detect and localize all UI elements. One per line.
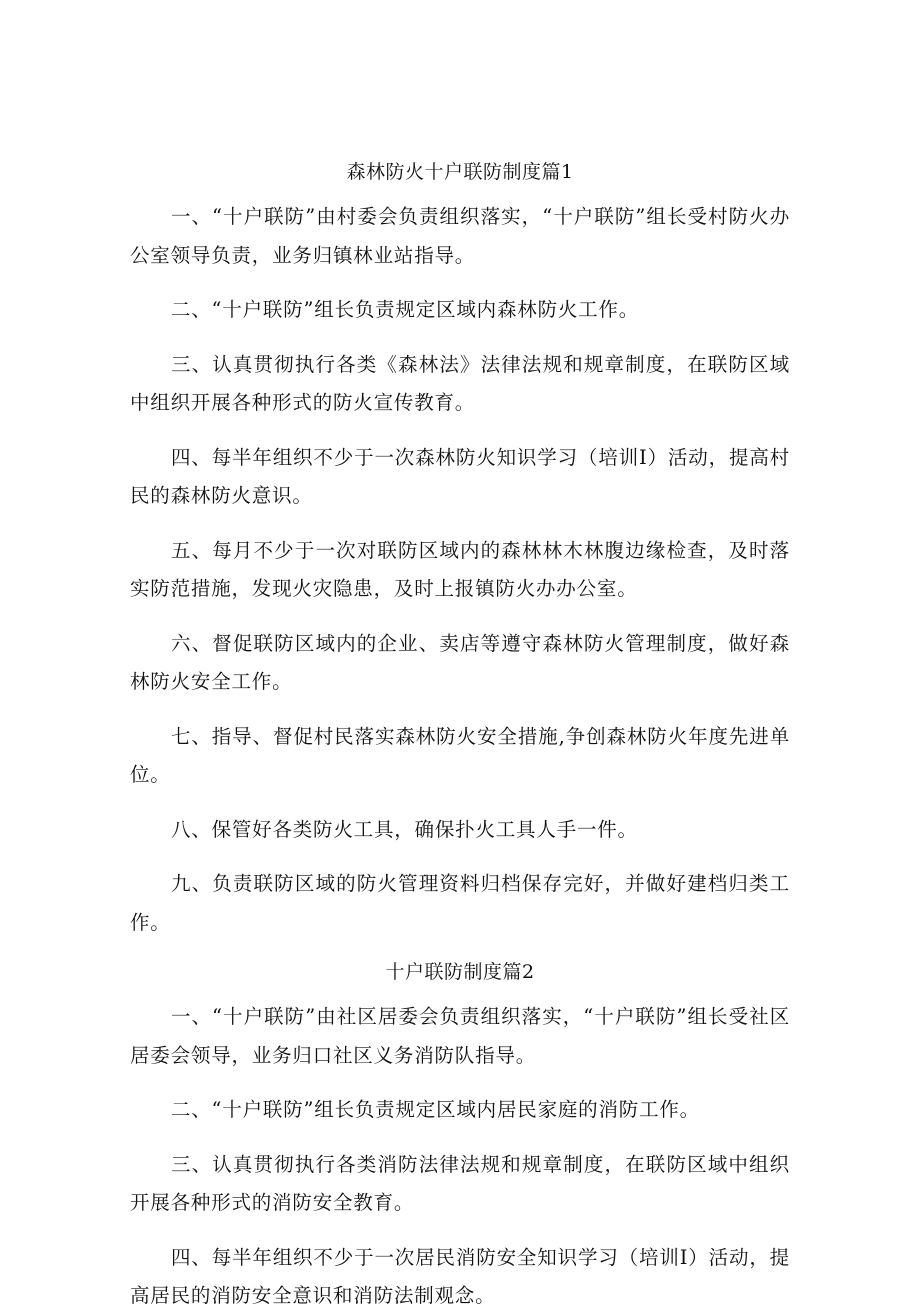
section-2-title: 十户联防制度篇2	[385, 961, 535, 983]
section-1-item-4: 四、每半年组织不少于一次森林防火知识学习（培训I）活动，提高村民的森林防火意识。	[130, 445, 790, 507]
section-1-title: 森林防火十户联防制度篇1	[346, 161, 574, 183]
section-2-item-4: 四、每半年组织不少于一次居民消防安全知识学习（培训I）活动，提高居民的消防安全意识和消防法制观念。	[130, 1245, 790, 1307]
section-1-item-3: 三、认真贯彻执行各类《森林法》法律法规和规章制度，在联防区域中组织开展各种形式的防火宣传教育。	[130, 352, 790, 414]
section-1-item-8: 八、保管好各类防火工具，确保扑火工具人手一件。	[170, 817, 638, 841]
section-1-item-2: 二、“十户联防”组长负责规定区域内森林防火工作。	[170, 298, 640, 321]
section-1-item-7: 七、指导、督促村民落实森林防火安全措施,争创森林防火年度先进单位。	[130, 724, 790, 786]
section-2-item-2: 二、“十户联防”组长负责规定区域内居民家庭的消防工作。	[170, 1098, 700, 1121]
section-1-item-1: 一、“十户联防”由村委会负责组织落实，“十户联防”组长受村防火办公室领导负责，业务归镇林业站指导。	[130, 205, 790, 267]
section-2-item-1: 一、“十户联防”由社区居委会负责组织落实，“十户联防”组长受社区居委会领导，业务归口社区义务消防队指导。	[130, 1005, 790, 1067]
section-1-item-6: 六、督促联防区域内的企业、卖店等遵守森林防火管理制度，做好森林防火安全工作。	[130, 631, 790, 693]
section-1-item-9: 九、负责联防区域的防火管理资料归档保存完好，并做好建档归类工作。	[130, 872, 790, 934]
section-1-item-5: 五、每月不少于一次对联防区域内的森林林木林腹边缘检查，及时落实防范措施，发现火灾隐患，及时上报镇防火办办公室。	[130, 538, 790, 600]
document-body	[130, 158, 790, 1316]
section-2-item-3: 三、认真贯彻执行各类消防法律法规和规章制度，在联防区域中组织开展各种形式的消防安全教育。	[130, 1152, 790, 1214]
